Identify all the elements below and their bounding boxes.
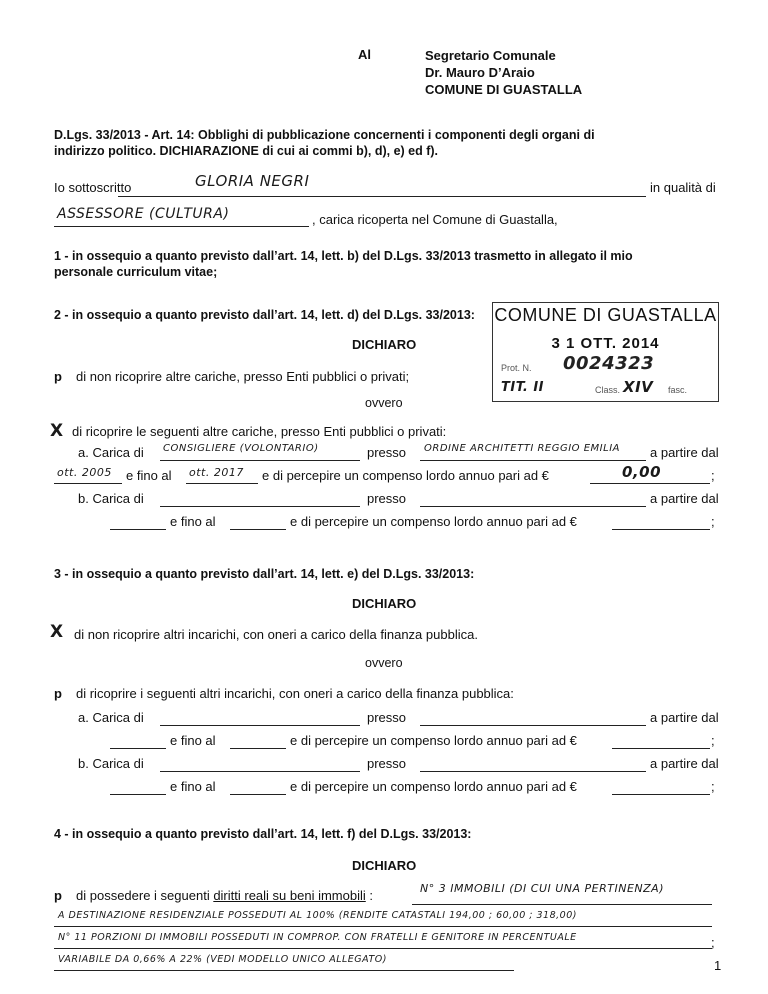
section-2-b-fino-label: e fino al [170,514,216,529]
section-2-heading: 2 - in ossequio a quanto previsto dall’art. 14, lett. d) del D.Lgs. 33/2013: [54,308,475,322]
qualita-label: in qualità di [650,180,716,195]
section-3-a-amount-line [612,748,710,749]
section-2-b-partire-label: a partire dal [650,491,719,506]
section-3-ovvero: ovvero [365,656,403,670]
intro-line-1: D.Lgs. 33/2013 - Art. 14: Obblighi di pubblicazione concernenti i componenti degli organi di [54,128,595,142]
intro-text [54,127,734,159]
stamp-date: 3 1 OTT. 2014 [551,335,660,352]
stamp-prot-number: 0024323 [563,353,655,374]
stamp-prot-label: Prot. N. [501,363,532,373]
section-2-b-from-line [110,529,166,530]
section-3-a-presso-label: presso [367,710,407,725]
section-2-a-presso-line [420,460,646,461]
section-4-end: ; [711,935,715,950]
recipient-line-3: COMUNE DI GUASTALLA [425,82,583,97]
section-3-a-partire-label: a partire dal [650,710,719,725]
intro-line-2: indirizzo politico. DICHIARAZIONE di cui ai commi b), d), e) ed f). [54,144,439,158]
recipient-line-1: Segretario Comunale [425,48,556,63]
section-4-heading: 4 - in ossequio a quanto previsto dall’art. 14, lett. f) del D.Lgs. 33/2013: [54,827,472,841]
section-2-a-from: ott. 2005 [57,466,112,479]
section-2-b-carica-line [160,506,360,507]
section-3-b-label: b. Carica di [78,756,144,771]
section-4-line-2 [54,926,712,927]
section-2-a-to-line [186,483,258,484]
role-line [54,226,309,227]
section-3-option-2-text: di ricoprire i seguenti altri incarichi, con oneri a carico della finanza pubblica: [76,686,514,701]
section-3-b-from-line [110,794,166,795]
section-3-option-1-checkbox[interactable]: X [50,622,64,642]
section-2-a-partire-label: a partire dal [650,445,719,460]
section-2-ovvero: ovvero [365,396,403,410]
section-4-handwritten-4: VARIABILE DA 0,66% A 22% (VEDI MODELLO UNICO ALLEGATO) [58,954,387,965]
section-2-a-end: ; [711,468,715,483]
section-1-line-1: 1 - in ossequio a quanto previsto dall’art. 14, lett. b) del D.Lgs. 33/2013 trasmetto in allegato il mio [54,249,633,263]
section-2-b-presso-label: presso [367,491,407,506]
section-4-handwritten-2: A DESTINAZIONE RESIDENZIALE POSSEDUTI AL 100% (RENDITE CATASTALI 194,00 ; 60,00 ; 318,00) [58,910,577,921]
stamp-title: COMUNE DI GUASTALLA [494,305,717,325]
section-4-line-4 [54,970,514,971]
section-1 [54,248,744,280]
stamp-class-value: XIV [623,378,654,396]
section-4-text-lead: di possedere i seguenti [76,888,214,903]
section-4-line-3 [54,948,712,949]
stamp-fasc-label: fasc. [668,385,688,395]
section-3-b-presso-line [420,771,646,772]
carica-text: , carica ricoperta nel Comune di Guastalla, [312,212,558,227]
stamp-tit: TIT. II [501,380,545,395]
section-3-dichiaro: DICHIARO [352,596,417,611]
section-2-a-compenso-label: e di percepire un compenso lordo annuo pari ad € [262,468,549,483]
section-3-option-2-checkbox[interactable]: p [54,686,62,701]
section-2-a-fino-label: e fino al [126,468,172,483]
section-4-text [76,888,373,903]
section-3-a-from-line [110,748,166,749]
section-3-b-carica-line [160,771,360,772]
section-3-b-fino-label: e fino al [170,779,216,794]
declarant-role: ASSESSORE (CULTURA) [57,206,230,222]
section-3-b-partire-label: a partire dal [650,756,719,771]
section-1-line-2: personale curriculum vitae; [54,265,218,279]
section-4-text-colon: : [365,888,373,903]
section-4-text-underlined: diritti reali su beni immobili [213,888,366,903]
section-2-dichiaro: DICHIARO [352,337,417,352]
declarant-label: Io sottoscritto [54,180,132,195]
section-2-b-label: b. Carica di [78,491,144,506]
section-4-line-1 [412,904,712,905]
section-3-a-to-line [230,748,286,749]
section-2-option-2-checkbox[interactable]: X [50,421,64,441]
section-4-handwritten-1: N° 3 IMMOBILI (DI CUI UNA PERTINENZA) [420,882,664,895]
section-3-a-fino-label: e fino al [170,733,216,748]
section-2-a-amount-line [590,483,710,484]
section-2-option-1-text: di non ricoprire altre cariche, presso Enti pubblici o privati; [76,369,410,384]
section-3-a-compenso-label: e di percepire un compenso lordo annuo pari ad € [290,733,577,748]
section-2-a-from-line [54,483,122,484]
section-2-a-carica-line [160,460,360,461]
section-3-b-amount-line [612,794,710,795]
section-2-a-carica: CONSIGLIERE (VOLONTARIO) [163,443,319,454]
protocol-stamp [492,302,719,402]
section-3-option-1-text: di non ricoprire altri incarichi, con oneri a carico della finanza pubblica. [74,627,478,642]
section-2-a-presso: ORDINE ARCHITETTI REGGIO EMILIA [424,443,620,454]
section-2-b-presso-line [420,506,646,507]
recipient-block [425,47,582,98]
declarant-name-line [118,196,646,197]
section-3-b-presso-label: presso [367,756,407,771]
section-4-handwritten-3: N° 11 PORZIONI DI IMMOBILI POSSEDUTI IN COMPROP. CON FRATELLI E GENITORE IN PERCENTUALE [58,932,577,943]
section-2-b-amount-line [612,529,710,530]
section-2-b-to-line [230,529,286,530]
section-4-checkbox[interactable]: p [54,888,62,903]
section-2-b-end: ; [711,514,715,529]
section-2-option-1-checkbox[interactable]: p [54,369,62,384]
section-3-heading: 3 - in ossequio a quanto previsto dall’art. 14, lett. e) del D.Lgs. 33/2013: [54,567,475,581]
section-4-dichiaro: DICHIARO [352,858,417,873]
declarant-name: GLORIA NEGRI [195,172,310,190]
page-number: 1 [714,958,722,973]
section-2-a-presso-label: presso [367,445,407,460]
section-2-a-amount: 0,00 [622,463,662,481]
section-3-b-end: ; [711,779,715,794]
section-2-b-compenso-label: e di percepire un compenso lordo annuo pari ad € [290,514,577,529]
section-2-option-2-text: di ricoprire le seguenti altre cariche, presso Enti pubblici o privati: [72,424,447,439]
section-3-a-presso-line [420,725,646,726]
recipient-line-2: Dr. Mauro D’Araio [425,65,535,80]
section-2-a-to: ott. 2017 [189,466,244,479]
section-3-a-carica-line [160,725,360,726]
section-3-b-to-line [230,794,286,795]
stamp-class-label: Class. [595,385,621,395]
to-label: Al [358,47,371,62]
section-3-b-compenso-label: e di percepire un compenso lordo annuo pari ad € [290,779,577,794]
section-2-a-label: a. Carica di [78,445,144,460]
section-3-a-label: a. Carica di [78,710,144,725]
section-3-a-end: ; [711,733,715,748]
